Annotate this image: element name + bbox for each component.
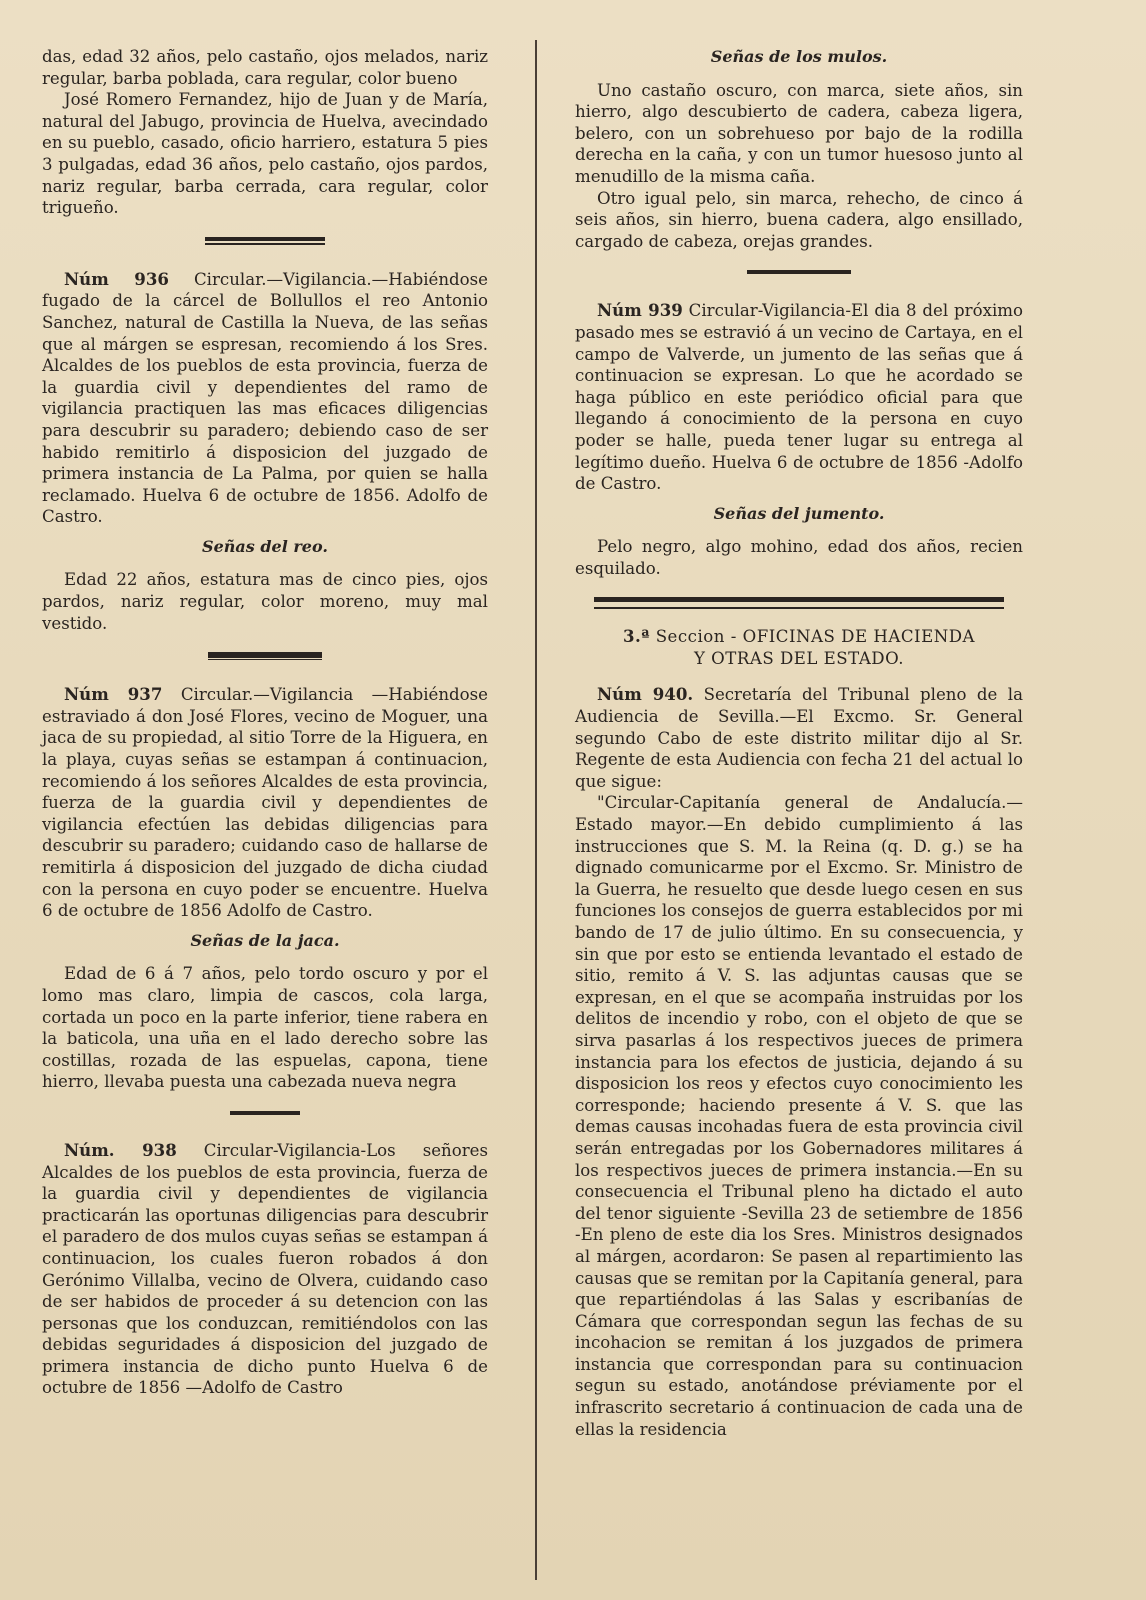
notice-937-heading: Señas de la jaca.: [190, 930, 340, 950]
section-rule: [594, 597, 1004, 609]
mulos-heading: Señas de los mulos.: [710, 47, 888, 66]
section-3-title: 3.ª Seccion - OFICINAS DE HACIENDA Y OTRAS DEL ESTADO.: [623, 626, 975, 669]
notice-936-text: Circular.—Vigilancia.—Habiéndose fugado de la cárcel de Bollullos el reo Antonio Sanchez, natural de Castilla la Nueva, de las señas que al márgen se espresan, recomiendo á los Sres. Alcaldes de los pueblos de esta provincia, fuerza de la guardia civil y dependientes del ramo de vigilancia practiquen las mas eficaces diligencias para descubrir su paradero; debiendo caso de ser habido remitirlo á disposicion del juzgado de primera instancia de La Palma, por quien se halla reclamado. Huelva 6 de octubre de 1856. Adolfo de Castro.: [42, 269, 488, 527]
paragraph-jose-romero: José Romero Fernandez, hijo de Juan y de María, natural del Jabugo, provincia de Huelva, avecindado en su pueblo, casado, oficio harriero, estatura 5 pies 3 pulgadas, edad 36 años, pelo castaño, ojos pardos, nariz regular, barba cerrada, cara regular, color trigueño.: [42, 90, 488, 218]
notice-936-signs: Edad 22 años, estatura mas de cinco pies, ojos pardos, nariz regular, color moreno, muy mal vestido.: [42, 570, 488, 633]
notice-939-signs: Pelo negro, algo mohino, edad dos años, recien esquilado.: [575, 537, 1023, 578]
column-divider: [535, 40, 537, 1580]
notice-938: [42, 1140, 488, 1399]
notice-938-number: Núm. 938: [64, 1139, 177, 1160]
notice-936: [42, 269, 488, 528]
notice-940-circular: "Circular-Capitanía general de Andalucía.—Estado mayor.—En debido cumplimiento á las instrucciones que S. M. la Reina (q. D. g.) se ha dignado comunicarme por el Excmo. Sr. Ministro de la Guerra, he resuelto que desde luego cesen en sus funciones los consejos de guerra establecidos por mi bando de 17 de julio último. En su consecuencia, y sin que por esto se entienda levantado el estado de sitio, remito á V. S. las adjuntas causas que se expresan, en el que se acompaña instruidas por los delitos de incendio y robo, con el objeto de que se sirva pasarlas á los respectivos jueces de primera instancia para los efectos de justicia, dejando á su disposicion los reos y efectos cuyo conocimiento les corresponde; haciendo presente á V. S. que las demas causas incohadas fuera de esta provincia civil serán entregadas por los Gobernadores militares á los respectivos jueces de primera instancia.—En su consecuencia el Tribunal pleno ha dictado el auto del tenor siguiente -Sevilla 23 de setiembre de 1856 -En pleno de este dia los Sres. Ministros designados al márgen, acordaron: Se pasen al repartimiento las causas que se remitan por la Capitanía general, para que repartiéndolas á las Salas y escribanías de Cámara que correspondan segun las fechas de su incohacion se remitan á los juzgados de primera instancia que correspondan para su continuacion segun su estado, anotándose préviamente por el infrascrito secretario á continuacion de cada una de ellas la residencia: [575, 793, 1023, 1439]
section-title-line-2: Y OTRAS DEL ESTADO.: [693, 649, 905, 669]
notice-937-signs: Edad de 6 á 7 años, pelo tordo oscuro y por el lomo mas claro, limpia de cascos, cola larga, cortada un poco en la parte inferior, tiene rabera en la baticola, una uña en el lado derecho sobre las costillas, rozada de las espuelas, capona, tiene hierro, llevaba puesta una cabezada nueva negra: [42, 964, 488, 1092]
section-number: 3.ª: [623, 626, 650, 647]
notice-940-number: Núm 940.: [597, 684, 694, 705]
separator-ornament: [205, 237, 325, 245]
left-column: [42, 46, 488, 1399]
section-label: Seccion: [655, 627, 725, 647]
notice-940-intro: Secretaría del Tribunal pleno de la Audiencia de Sevilla.—El Excmo. Sr. General segundo Cabo de este distrito militar dijo al Sr. Regente de esta Audiencia con fecha 21 del actual lo que sigue:: [575, 685, 1023, 791]
paragraph-continuation: das, edad 32 años, pelo castaño, ojos melados, nariz regular, barba poblada, cara regular, color bueno: [42, 47, 488, 88]
notice-937-text: Circular.—Vigilancia —Habiéndose estraviado á don José Flores, vecino de Moguer, una jaca de su propiedad, al sitio Torre de la Higuera, en la playa, cuyas señas se estampan á continuacion, recomiendo á los señores Alcaldes de esta provincia, fuerza de la guardia civil y dependientes de vigilancia efectúen las debidas diligencias para descubrir su paradero; cuidando caso de hallarse de remitirla á disposicion del juzgado de dicha ciudad con la persona en cuyo poder se encuentre. Huelva 6 de octubre de 1856 Adolfo de Castro.: [42, 685, 488, 921]
notice-936-number: Núm 936: [64, 268, 169, 289]
notice-939-number: Núm 939: [597, 300, 683, 321]
notice-938-text: Circular-Vigilancia-Los señores Alcaldes de los pueblos de esta provincia, fuerza de la guardia civil y dependientes de vigilancia practicarán las oportunas diligencias para descubrir el paradero de dos mulos cuyas señas se estampan á continuacion, los cuales fueron robados á don Gerónimo Villalba, vecino de Olvera, cuidando caso de ser habidos de proceder á su detencion con las personas que los conduzcan, remitiéndolos con las debidas seguridades á disposicion del juzgado de primera instancia de dicho punto Huelva 6 de octubre de 1856 —Adolfo de Castro: [42, 1140, 489, 1398]
separator-ornament: [747, 270, 851, 276]
notice-936-heading: Señas del reo.: [202, 536, 328, 556]
notice-939-heading: Señas del jumento.: [713, 503, 885, 523]
notice-939-text: Circular-Vigilancia-El dia 8 del próximo pasado mes se estravió á un vecino de Cartaya, en el campo de Valverde, un jumento de las señas que á continuacion se expresan. Lo que he acordado se haga público en este periódico oficial para que llegando á conocimiento de la persona en cuyo poder se halle, pueda tener lugar su entrega al legítimo dueño. Huelva 6 de octubre de 1856 -Adolfo de Castro.: [575, 301, 1023, 494]
right-column: [575, 46, 1023, 1440]
notice-939: [575, 300, 1023, 494]
notice-940: [575, 684, 1023, 792]
section-title-line-1: OFICINAS DE HACIENDA: [742, 627, 975, 647]
notice-937: [42, 684, 488, 922]
separator-ornament: [208, 652, 322, 660]
notice-937-number: Núm 937: [64, 684, 163, 705]
mulos-description-1: Uno castaño oscuro, con marca, siete años, sin hierro, algo descubierto de cadera, cabeza ligera, belero, con un sobrehueso por bajo de la rodilla derecha en la caña, y con un tumor huesoso junto al menudillo de la misma caña.: [575, 80, 1023, 186]
mulos-description-2: Otro igual pelo, sin marca, rehecho, de cinco á seis años, sin hierro, buena cadera, algo ensillado, cargado de cabeza, orejas grandes.: [575, 188, 1023, 251]
separator-ornament: [230, 1111, 300, 1116]
